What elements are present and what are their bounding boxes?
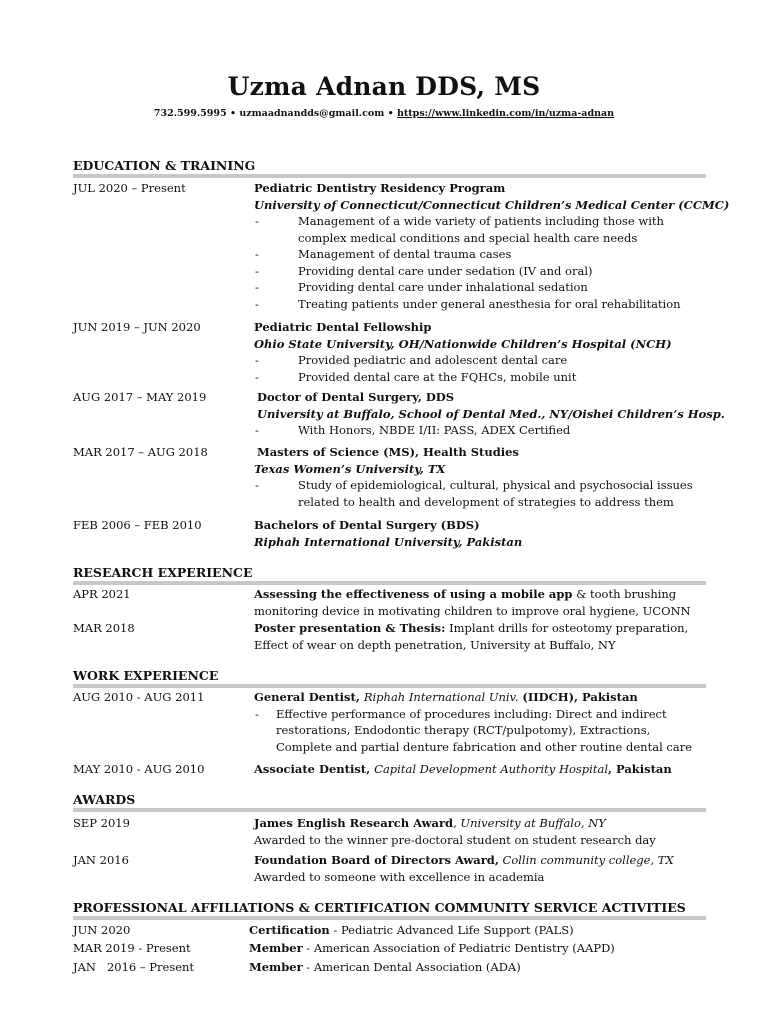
entry-title: Poster presentation & Thesis: (254, 621, 446, 635)
entry-date: JAN 2016 (73, 853, 129, 867)
entry-org-tail: (IIDCH), Pakistan (522, 690, 638, 704)
section-rule (73, 808, 706, 812)
bullet-item: - Study of epidemiological, cultural, physical and psychosocial issues (255, 478, 693, 492)
section-title: AWARDS (73, 792, 136, 807)
bullet-item: - Management of a wide variety of patients including those with (255, 214, 664, 228)
entry-body (254, 852, 706, 885)
entry-body (249, 940, 701, 957)
research-header (73, 565, 706, 585)
entry-text: Implant drills for osteotomy preparation, (445, 621, 689, 635)
education-header (73, 158, 706, 178)
entry-body (249, 922, 701, 939)
awards-header (73, 792, 706, 812)
entry-title: Doctor of Dental Surgery, DDS (257, 390, 455, 404)
entry-body (249, 959, 701, 976)
award-description: Awarded to someone with excellence in academia (254, 869, 545, 884)
affiliation-label: Member (249, 941, 303, 955)
award-description: Awarded to the winner pre-doctoral student on student research day (254, 832, 656, 847)
entry-org: Ohio State University, OH/Nationwide Children’s Hospital (NCH) (254, 336, 672, 351)
affiliation-label: Member (249, 960, 303, 974)
award-name: Foundation Board of Directors Award, (254, 853, 499, 867)
bullet-item: - With Honors, NBDE I/II: PASS, ADEX Certified (255, 423, 571, 437)
bullet-item: - Treating patients under general anesthesia for oral rehabilitation (255, 296, 681, 311)
entry-org: University of Connecticut/Connecticut Children’s Medical Center (CCMC) (254, 197, 730, 212)
candidate-name: Uzma Adnan DDS, MS (227, 72, 541, 101)
entry-title: Bachelors of Dental Surgery (BDS) (254, 518, 480, 532)
entry-date: AUG 2010 - AUG 2011 (73, 690, 205, 704)
affiliation-text: - American Association of Pediatric Dentistry (AAPD) (302, 941, 615, 955)
entry-date: AUG 2017 – MAY 2019 (73, 390, 207, 404)
entry-date: MAR 2018 (73, 621, 135, 635)
award-place: Collin community college, TX (498, 853, 674, 867)
bullet-item: restorations, Endodontic therapy (RCT/pulpotomy), Extractions, (276, 723, 651, 737)
entry-date: MAR 2017 – AUG 2018 (73, 445, 208, 459)
section-title: RESEARCH EXPERIENCE (73, 565, 253, 580)
bullet-item: complex medical conditions and special health care needs (298, 230, 638, 245)
bullet-item: Complete and partial denture fabrication and other routine dental care (276, 739, 692, 754)
award-name: James English Research Award (254, 816, 454, 830)
section-rule (73, 581, 706, 585)
bullet-item: - Management of dental trauma cases (255, 247, 512, 261)
bullet-item: - Effective performance of procedures including: Direct and indirect (255, 706, 667, 721)
entry-date: APR 2021 (73, 587, 131, 601)
entry-title: Pediatric Dentistry Residency Program (254, 181, 506, 195)
entry-body (254, 620, 706, 653)
linkedin-link[interactable]: https://www.linkedin.com/in/uzma-adnan (397, 108, 615, 119)
entry-title: Assessing the effectiveness of using a mobile app (254, 587, 573, 601)
email-address: uzmaadnandds@gmail.com (239, 108, 385, 119)
entry-org: Texas Women’s University, TX (254, 461, 446, 476)
entry-date: JAN 2016 – Present (73, 960, 195, 974)
separator: • (229, 108, 237, 119)
entry-date: SEP 2019 (73, 816, 130, 830)
section-rule (73, 916, 706, 920)
entry-role: General Dentist, (254, 690, 360, 704)
award-place: , University at Buffalo, NY (453, 816, 606, 830)
entry-org-tail: , Pakistan (608, 762, 672, 776)
entry-date: JUN 2020 (73, 923, 131, 937)
entry-body (254, 689, 706, 755)
entry-title: Masters of Science (MS), Health Studies (257, 445, 519, 459)
entry-body (254, 180, 730, 312)
entry-body (254, 761, 706, 778)
bullet-item: related to health and development of strategies to address them (298, 494, 674, 509)
section-title: EDUCATION & TRAINING (73, 158, 256, 173)
section-rule (73, 174, 706, 178)
entry-org: Capital Development Authority Hospital (374, 762, 608, 776)
entry-date: JUL 2020 – Present (73, 181, 186, 195)
entry-title: Pediatric Dental Fellowship (254, 320, 432, 334)
entry-text: Effect of wear on depth penetration, University at Buffalo, NY (254, 637, 616, 652)
contact-line (0, 108, 768, 119)
phone-number: 732.599.5995 (153, 108, 227, 119)
affiliation-label: Certification (249, 923, 330, 937)
entry-body (254, 815, 706, 848)
entry-date: FEB 2006 – FEB 2010 (73, 518, 202, 532)
entry-date: JUN 2019 – JUN 2020 (73, 320, 201, 334)
entry-org: Riphah International University, Pakistan (254, 534, 523, 549)
bullet-item: - Provided pediatric and adolescent dental care (255, 353, 568, 367)
section-title: PROFESSIONAL AFFILIATIONS & CERTIFICATION COMMUNITY SERVICE ACTIVITIES (73, 900, 686, 915)
entry-org: University at Buffalo, School of Dental Med., NY/Oishei Children’s Hosp. (257, 406, 725, 421)
entry-text: monitoring device in motivating children to improve oral hygiene, UCONN (254, 603, 691, 618)
bullet-item: - Providing dental care under sedation (IV and oral) (255, 263, 593, 278)
affiliation-text: - American Dental Association (ADA) (302, 960, 521, 974)
entry-body (254, 319, 706, 385)
section-rule (73, 684, 706, 688)
entry-date: MAR 2019 - Present (73, 941, 191, 955)
entry-date: MAY 2010 - AUG 2010 (73, 762, 205, 776)
bullet-item: - Provided dental care at the FQHCs, mobile unit (255, 369, 577, 384)
bullet-item: - Providing dental care under inhalational sedation (255, 280, 588, 294)
section-title: WORK EXPERIENCE (73, 668, 219, 683)
work-header (73, 668, 706, 688)
entry-role: Associate Dentist, (254, 762, 371, 776)
affiliations-header (73, 900, 706, 920)
entry-org: Riphah International Univ. (363, 690, 519, 704)
entry-text: & tooth brushing (572, 587, 677, 601)
affiliation-text: - Pediatric Advanced Life Support (PALS) (329, 923, 574, 937)
entry-body (254, 586, 706, 619)
separator: • (387, 108, 394, 119)
entry-body (254, 444, 709, 510)
entry-body (254, 517, 706, 550)
entry-body (255, 389, 725, 439)
